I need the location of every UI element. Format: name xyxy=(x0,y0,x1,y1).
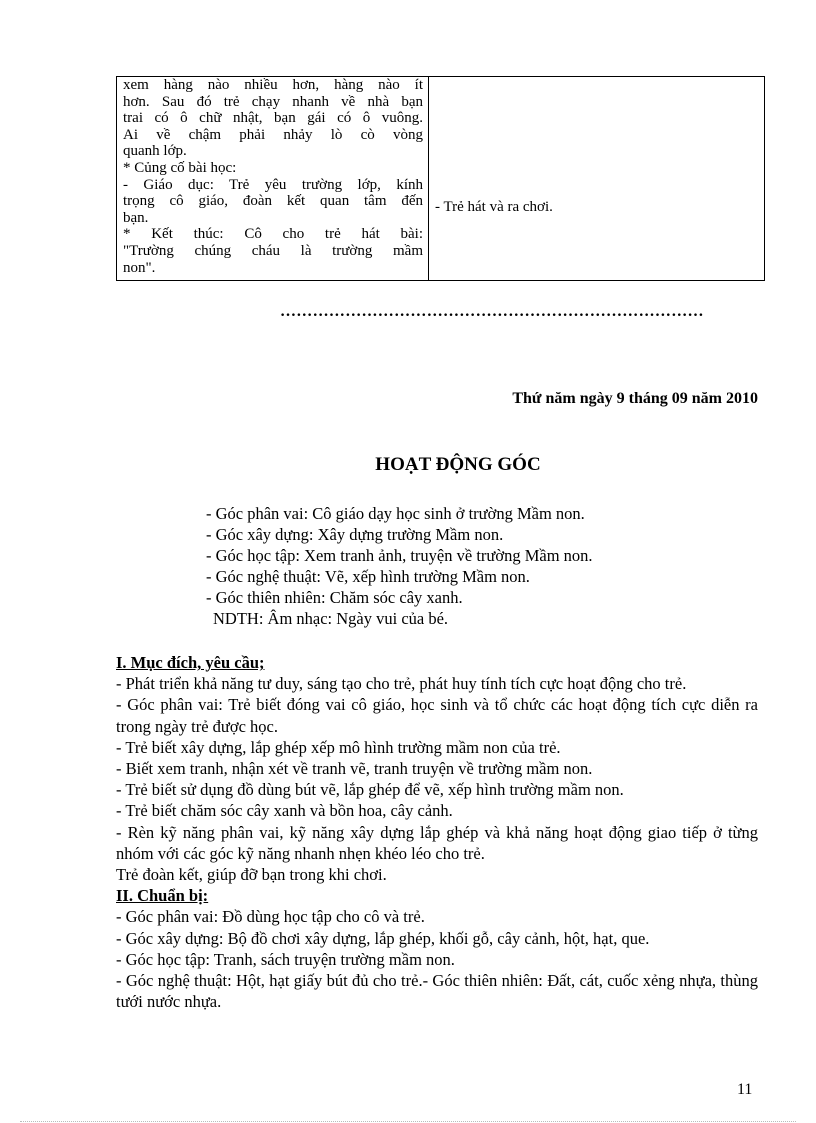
table-line: "Trường chúng cháu là trường mầm xyxy=(123,242,423,259)
table-line: trai có ô chữ nhật, bạn gái có ô vuông. xyxy=(123,110,423,127)
table-line: * Kết thúc: Cô cho trẻ hát bài: xyxy=(123,226,423,243)
paragraph: - Rèn kỹ năng phân vai, kỹ năng xây dựng lắp ghép và khả năng hoạt động giao tiếp ở từng nhóm với các góc kỹ năng nhanh nhẹn khéo léo cho trẻ. xyxy=(116,822,758,863)
page-bottom-divider xyxy=(20,1121,796,1122)
dotted-separator: …………………………………………………………………… xyxy=(280,303,704,320)
table-line: * Củng cố bài học: xyxy=(123,159,237,176)
paragraph: Trẻ đoàn kết, giúp đỡ bạn trong khi chơi. xyxy=(116,865,387,885)
section-heading-preparation: II. Chuẩn bị: xyxy=(116,886,209,906)
paragraph: - Góc phân vai: Đồ dùng học tập cho cô và trẻ. xyxy=(116,907,425,927)
paragraph: - Trẻ biết sử dụng đồ dùng bút vẽ, lắp ghép để vẽ, xếp hình trường mầm non. xyxy=(116,780,624,800)
document-body xyxy=(116,652,758,1012)
table-left-cell xyxy=(117,77,429,280)
table-line: - Giáo dục: Trẻ yêu trường lớp, kính xyxy=(123,176,423,193)
page-number: 11 xyxy=(737,1081,753,1098)
table-line: bạn. xyxy=(123,209,149,226)
paragraph: - Trẻ biết chăm sóc cây xanh và bồn hoa, cây cảnh. xyxy=(116,801,453,821)
activity-table xyxy=(116,76,765,281)
paragraph: - Biết xem tranh, nhận xét về tranh vẽ, tranh truyện về trường mầm non. xyxy=(116,759,593,779)
table-right-text: - Trẻ hát và ra chơi. xyxy=(435,199,553,215)
corner-item: - Góc phân vai: Cô giáo dạy học sinh ở trường Mầm non. xyxy=(206,504,585,523)
date-line: Thứ năm ngày 9 tháng 09 năm 2010 xyxy=(512,390,758,407)
table-line: non". xyxy=(123,259,156,276)
corner-list xyxy=(206,503,593,629)
corner-item: - Góc học tập: Xem tranh ảnh, truyện về trường Mầm non. xyxy=(206,546,593,565)
table-line: quanh lớp. xyxy=(123,143,187,160)
paragraph: - Trẻ biết xây dựng, lắp ghép xếp mô hình trường mầm non của trẻ. xyxy=(116,737,561,757)
corner-item: - Góc thiên nhiên: Chăm sóc cây xanh. xyxy=(206,588,463,607)
paragraph: - Góc phân vai: Trẻ biết đóng vai cô giáo, học sinh và tổ chức các hoạt động tích cực diễn ra trong ngày trẻ được học. xyxy=(116,695,758,736)
ndth-line: NDTH: Âm nhạc: Ngày vui của bé. xyxy=(213,609,449,628)
table-line: Ai về chậm phải nhảy lò cò vòng xyxy=(123,126,423,143)
corner-item: - Góc nghệ thuật: Vẽ, xếp hình trường Mầm non. xyxy=(206,567,530,586)
paragraph: - Góc xây dựng: Bộ đồ chơi xây dựng, lắp ghép, khối gỗ, cây cảnh, hột, hạt, que. xyxy=(116,928,650,948)
table-line: trọng cô giáo, đoàn kết quan tâm đến xyxy=(123,193,423,210)
section-heading-purpose: I. Mục đích, yêu cầu; xyxy=(116,653,265,672)
corner-item: - Góc xây dựng: Xây dựng trường Mầm non. xyxy=(206,525,504,544)
page-title: HOẠT ĐỘNG GÓC xyxy=(375,454,541,475)
table-line: hơn. Sau đó trẻ chạy nhanh về nhà bạn xyxy=(123,93,423,110)
paragraph: - Phát triển khả năng tư duy, sáng tạo cho trẻ, phát huy tính tích cực hoạt động cho trẻ. xyxy=(116,674,687,694)
table-line: xem hàng nào nhiều hơn, hàng nào ít xyxy=(123,77,423,93)
paragraph: - Góc nghệ thuật: Hột, hạt giấy bút đủ cho trẻ.- Góc thiên nhiên: Đất, cát, cuốc xẻng nhựa, thùng tưới nước nhựa. xyxy=(116,971,758,1012)
paragraph: - Góc học tập: Tranh, sách truyện trường mầm non. xyxy=(116,949,455,969)
table-right-cell xyxy=(429,77,764,280)
